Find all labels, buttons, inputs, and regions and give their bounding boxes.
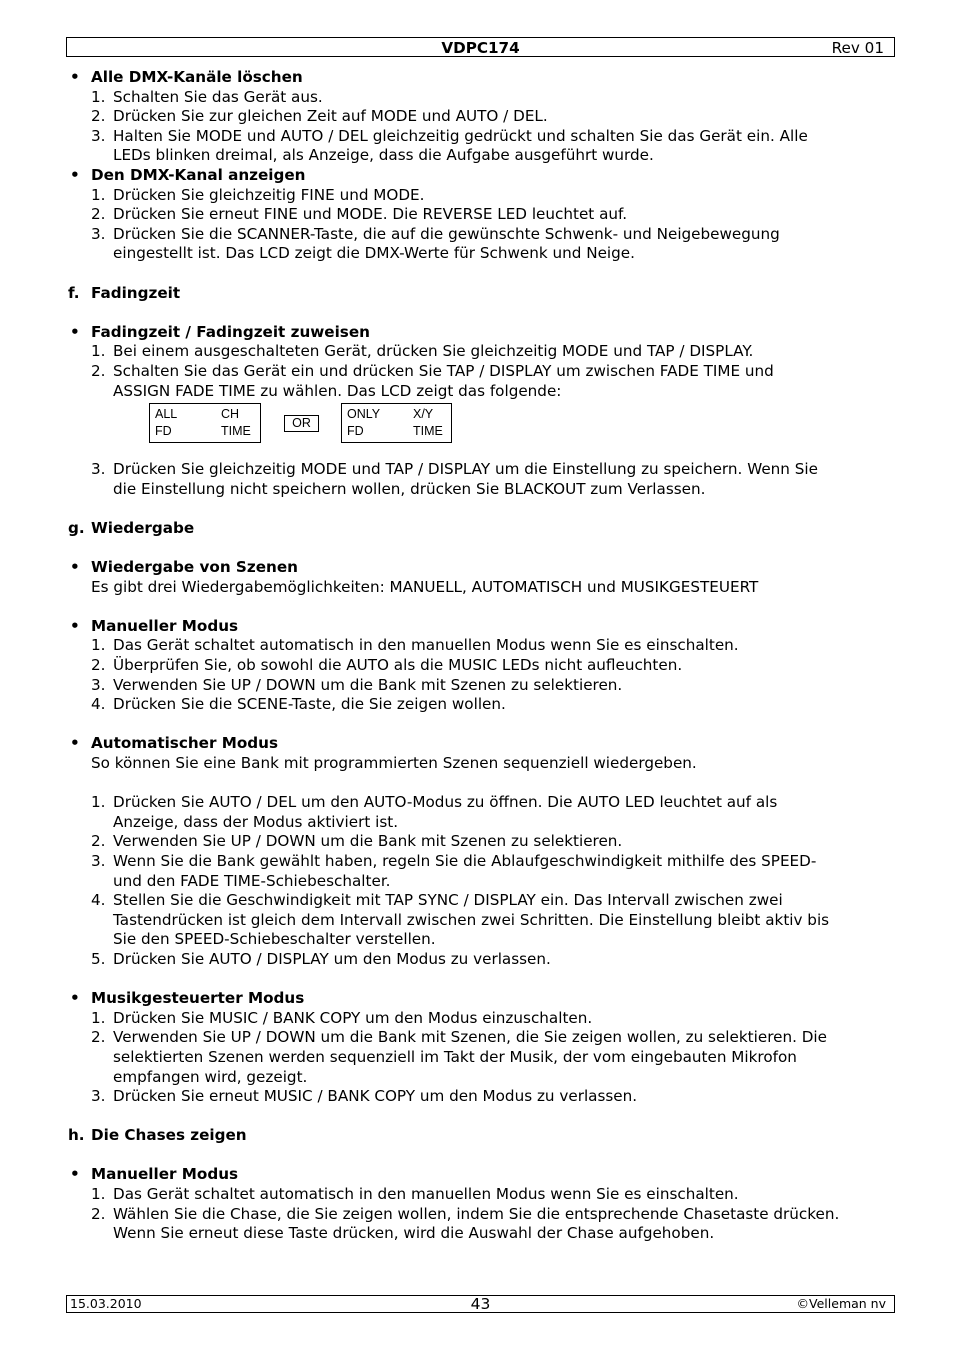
- heading-dmx-show: • Den DMX-Kanal anzeigen: [68, 166, 890, 186]
- list-item-continuation: Anzeige, dass der Modus aktiviert ist.: [113, 812, 399, 831]
- or-label: OR: [284, 415, 319, 432]
- list-item: 3. Wenn Sie die Bank gewählt haben, regeln Sie die Ablaufgeschwindigkeit mithilfe des SPEED-: [91, 851, 817, 870]
- list-item: 2. Drücken Sie erneut FINE und MODE. Die REVERSE LED leuchtet auf.: [91, 205, 628, 224]
- heading-playback: • Wiedergabe von Szenen: [68, 558, 890, 578]
- lcd-display-all-ch: ALL CH FD TIME: [149, 403, 261, 443]
- list-item: 2. Verwenden Sie UP / DOWN um die Bank mit Szenen, die Sie zeigen wollen, zu selektieren. Die: [91, 1028, 827, 1047]
- list-item: 3. Verwenden Sie UP / DOWN um die Bank mit Szenen zu selektieren.: [91, 675, 623, 694]
- section-heading-f: f. Fadingzeit: [68, 283, 181, 302]
- heading-auto-mode: • Automatischer Modus: [68, 734, 890, 754]
- list-item: 2. Überprüfen Sie, ob sowohl die AUTO als die MUSIC LEDs nicht aufleuchten.: [91, 656, 683, 675]
- list-item: 1. Das Gerät schaltet automatisch in den manuellen Modus wenn Sie es einschalten.: [91, 1185, 739, 1204]
- page-number: 43: [470, 1295, 491, 1313]
- lcd-display-only-xy: ONLY X/Y FD TIME: [341, 403, 452, 443]
- list-item-continuation: empfangen wird, gezeigt.: [113, 1067, 308, 1086]
- list-item: 2. Drücken Sie zur gleichen Zeit auf MODE und AUTO / DEL.: [91, 107, 548, 126]
- footer-date: 15.03.2010: [70, 1296, 142, 1311]
- list-item: 3. Drücken Sie die SCANNER-Taste, die auf die gewünschte Schwenk- und Neigebewegung: [91, 224, 780, 243]
- list-item: 1. Bei einem ausgeschalteten Gerät, drücken Sie gleichzeitig MODE und TAP / DISPLAY.: [91, 342, 754, 361]
- list-item: 3. Halten Sie MODE und AUTO / DEL gleichzeitig gedrückt und schalten Sie das Gerät ein. Alle: [91, 126, 808, 145]
- list-item: 5. Drücken Sie AUTO / DISPLAY um den Modus zu verlassen.: [91, 949, 551, 968]
- list-item: 2. Wählen Sie die Chase, die Sie zeigen wollen, indem Sie die entsprechende Chasetaste drücken.: [91, 1204, 840, 1223]
- page-header: [66, 37, 895, 57]
- page-footer: [66, 1295, 895, 1313]
- list-item: 2. Schalten Sie das Gerät ein und drücken Sie TAP / DISPLAY um zwischen FADE TIME und: [91, 361, 774, 380]
- heading-fade-assign: • Fadingzeit / Fadingzeit zuweisen: [68, 323, 890, 343]
- heading-manual-mode: • Manueller Modus: [68, 617, 890, 637]
- list-item-continuation: die Einstellung nicht speichern wollen, drücken Sie BLACKOUT zum Verlassen.: [113, 479, 706, 498]
- list-item: 3. Drücken Sie erneut MUSIC / BANK COPY um den Modus zu verlassen.: [91, 1087, 638, 1106]
- list-item-continuation: Sie den SPEED-Schiebeschalter verstellen.: [113, 930, 436, 949]
- document-body: [68, 68, 890, 1244]
- list-item-continuation: LEDs blinken dreimal, als Anzeige, dass die Aufgabe ausgeführt wurde.: [113, 146, 654, 165]
- footer-copyright: ©Velleman nv: [796, 1296, 886, 1311]
- list-item: 1. Schalten Sie das Gerät aus.: [91, 87, 323, 106]
- list-item-continuation: selektierten Szenen werden sequenziell im Takt der Musik, der vom eingebauten Mikrofon: [113, 1047, 797, 1066]
- list-item: 4. Stellen Sie die Geschwindigkeit mit TAP SYNC / DISPLAY ein. Das Intervall zwischen zwei: [91, 891, 783, 910]
- paragraph: Es gibt drei Wiedergabemöglichkeiten: MANUELL, AUTOMATISCH und MUSIKGESTEUERT: [91, 577, 759, 596]
- list-item: 2. Verwenden Sie UP / DOWN um die Bank mit Szenen zu selektieren.: [91, 832, 623, 851]
- paragraph: So können Sie eine Bank mit programmierten Szenen sequenziell wiedergeben.: [91, 754, 697, 772]
- list-item: 1. Drücken Sie gleichzeitig FINE und MODE.: [91, 185, 425, 204]
- lcd-display-figure: [68, 401, 890, 460]
- list-item: 1. Das Gerät schaltet automatisch in den manuellen Modus wenn Sie es einschalten.: [91, 636, 739, 655]
- revision-label: Rev 01: [831, 39, 884, 57]
- list-item-continuation: ASSIGN FADE TIME zu wählen. Das LCD zeigt das folgende:: [113, 381, 562, 400]
- heading-chase-manual-mode: • Manueller Modus: [68, 1165, 890, 1185]
- list-item-continuation: Wenn Sie erneut diese Taste drücken, wird die Auswahl der Chase aufgehoben.: [113, 1224, 715, 1243]
- section-heading-h: h. Die Chases zeigen: [68, 1126, 247, 1145]
- section-heading-g: g. Wiedergabe: [68, 518, 195, 537]
- list-item-continuation: Tastendrücken ist gleich dem Intervall zwischen zwei Schritten. Die Einstellung bleibt aktiv bis: [113, 910, 830, 929]
- list-item: 1. Drücken Sie MUSIC / BANK COPY um den Modus einzuschalten.: [91, 1008, 593, 1027]
- list-item-continuation: eingestellt ist. Das LCD zeigt die DMX-Werte für Schwenk und Neige.: [113, 244, 635, 263]
- list-item: 4. Drücken Sie die SCENE-Taste, die Sie zeigen wollen.: [91, 695, 506, 714]
- heading-music-mode: • Musikgesteuerter Modus: [68, 989, 890, 1009]
- list-item: 1. Drücken Sie AUTO / DEL um den AUTO-Modus zu öffnen. Die AUTO LED leuchtet auf als: [91, 793, 778, 812]
- model-name: VDPC174: [441, 39, 520, 57]
- list-item: 3. Drücken Sie gleichzeitig MODE und TAP / DISPLAY um die Einstellung zu speichern. Wenn Sie: [91, 460, 818, 479]
- heading-dmx-clear: • Alle DMX-Kanäle löschen: [68, 68, 890, 88]
- list-item-continuation: und den FADE TIME-Schiebeschalter.: [113, 871, 391, 890]
